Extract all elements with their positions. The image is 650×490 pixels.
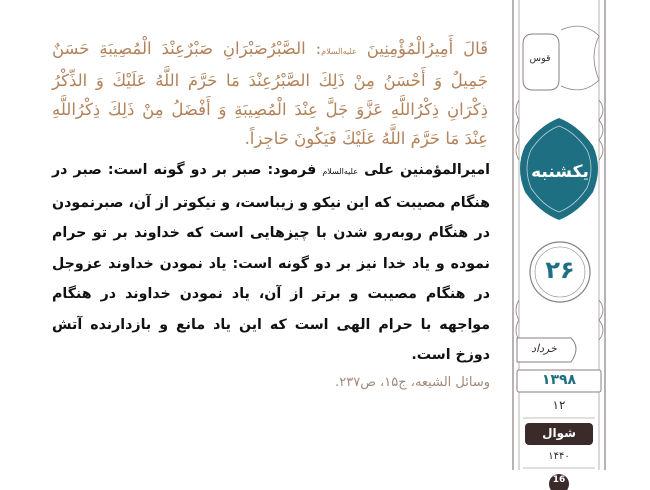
- persian-speaker: امیرالمؤمنین علی: [364, 162, 490, 178]
- solar-day: ۲۶: [545, 256, 575, 284]
- persian-translation: [52, 155, 494, 371]
- persian-honorific: عليه‌السلام: [322, 167, 358, 176]
- weekday-label: یکشنبه: [531, 162, 589, 182]
- ornamental-frame: [503, 0, 615, 490]
- gregorian-day: 16: [552, 475, 566, 485]
- solar-month: خرداد: [531, 342, 557, 355]
- arabic-hadith-text: : الصَّبْرُصَبْرَانِ صَبْرٌعِنْدَ الْمُصِيبَةِ حَسَنٌ جَمِيلٌ وَ أَحْسَنُ مِنْ ذَلِكَ الصَّبْرُعِنْدَ مَا حَرَّمَ اللَّهُ عَلَيْكَ وَ الذِّكْرُ ذِكْرَانِ ذِكْرُاللَّهِ عَزَّوَ جَلَّ عِنْدَ الْمُصِيبَةِ وَ أَفْضَلُ مِنْ ذَلِكَ ذِكْرُاللَّهِ عِنْدَ مَا حَرَّمَ اللَّهُ عَلَيْكَ فَيَكُونَ حَاجِزاً.: [52, 39, 488, 148]
- arabic-speaker: قَالَ أَمِيرُالْمُؤْمِنِينَ: [366, 39, 488, 58]
- arabic-honorific: عليه‌السلام: [321, 47, 357, 56]
- hijri-day: ۱۲: [552, 398, 566, 412]
- calendar-column: [503, 0, 615, 490]
- hijri-month: شوال: [542, 426, 576, 440]
- persian-translation-text: فرمود: صبر بر دو گونه است: صبر در هنگام مصیبت که این نیکو و زیباست، و نیکوتر از آن، صبرنمودن در هنگام روبه‌رو شدن با چیزهایی است که خداوند بر تو حرام نموده و یاد خدا نیز بر دو گونه است: یاد نمودن خداوند عزوجل در هنگام مصیبت و برتر از آن، یاد نمودن خداوند در هنگام مواجهه با حرام الهی است که این یاد مانع و بازدارنده آتش دوزخ است.: [52, 162, 490, 363]
- source-citation: وسائل الشیعه، ج۱۵، ص۲۳۷.: [335, 374, 490, 390]
- solar-year: ۱۳۹۸: [541, 372, 577, 388]
- hadith-panel: [52, 34, 494, 474]
- hijri-year: ۱۴۴۰: [548, 451, 570, 462]
- arabic-hadith: [52, 34, 494, 153]
- zodiac-sign: قوس: [529, 53, 551, 64]
